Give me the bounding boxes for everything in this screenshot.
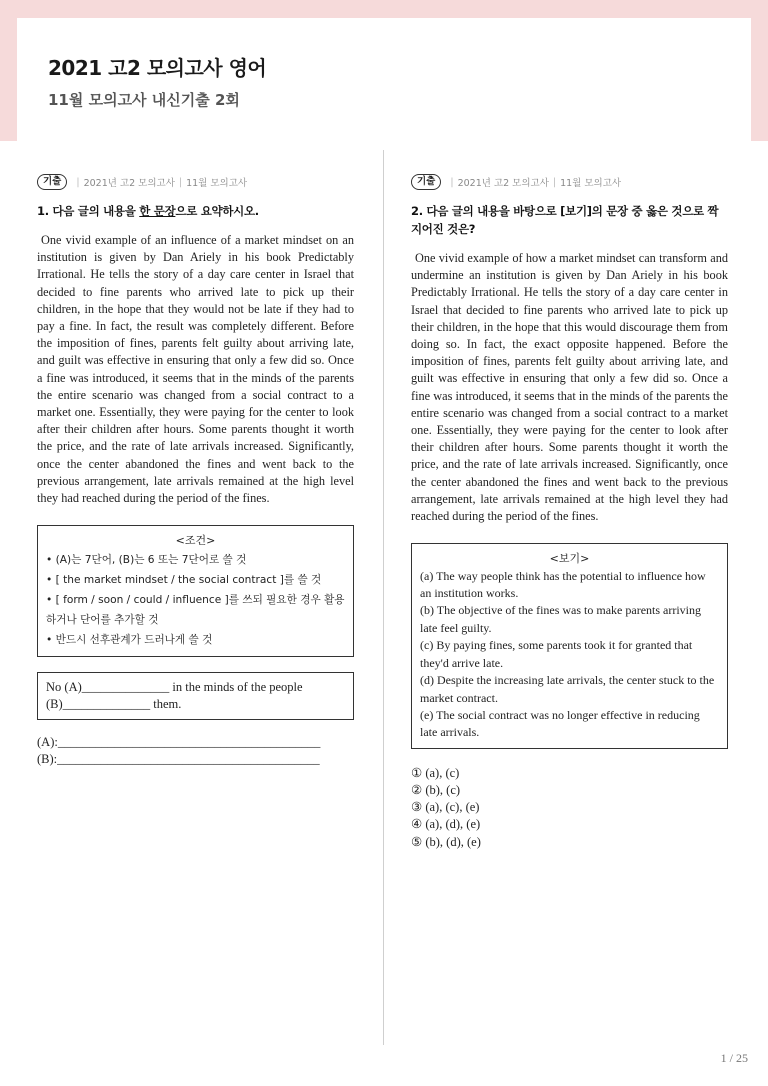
q2-choice[interactable]: ① (a), (c): [411, 765, 460, 780]
page-subtitle: 11월 모의고사 내신기출 2회: [48, 91, 240, 109]
q1-passage: One vivid example of an influence of a market mindset on an institution is given by Dan Ariely in his book Predictably Irrational. He tells the story of a day care center in Israel that decided to fine parents who arrived late to pick up their children, in the hope that they would not be late if they had to pay a fine. In fact, the result was completely different. Before the imposition of fines, parents felt guilty about arriving late, and guilt was effective in ensuring that only a few did so. Once a fine was introduced, it seems that in the minds of the parents the entire scenario was changed from a social contract to a market one. Essentially, they were paying for the center to look after their children after hours. Some parents thought it worth the price, and the rate of late arrivals increased. Significantly, once the center abandoned the fines and went back to the previous arrangement, late arrivals remained at the high level they had reached during the period of the fines.: [37, 233, 354, 506]
q2-title: 2. 다음 글의 내용을 바탕으로 [보기]의 문장 중 옳은 것으로 짝지어진 것은?: [411, 204, 719, 236]
page-number: 1 / 25: [720, 1051, 748, 1065]
page-title: 2021 고2 모의고사 영어: [48, 56, 267, 80]
q1-condition: • [ form / soon / could / influence ]를 쓰되 필요한 경우 활용하거나 단어를 추가할 것: [46, 593, 345, 626]
question-1: [37, 174, 354, 768]
q2-tagline: 기출 | 2021년 고2 모의고사 | 11월 모의고사: [411, 174, 728, 190]
q1-condition: • [ the market mindset / the social contract ]를 쓸 것: [46, 573, 322, 586]
q2-choice[interactable]: ③ (a), (c), (e): [411, 800, 480, 815]
q2-passage: One vivid example of how a market mindset can transform and undermine an institution is given by Dan Ariely in his book Predictably Irrational. He tells the story of a day care center in Israel that decided to fine parents who arrived late to pick up their children, in the hope that this would discourage them from doing so. In fact, the exact opposite happened. Before the imposition of fines, parents felt guilty about arriving late, and guilt was effective in ensuring that only a few did so. Once a fine was introduced, it seems that in the minds of the parents the entire scenario was changed from a social contract to a market one. Essentially, they were paying for the center to look after their children after hours. Some parents thought it worth the price, and the rate of late arrivals increased. Significantly, once the center abandoned the fines and went back to the previous arrangement, late arrivals remained at the high level they had reached during the period of the fines.: [411, 251, 728, 524]
q1-meta-exam: 11월 모의고사: [186, 178, 248, 189]
q2-example-box: [411, 543, 728, 748]
q2-example-item: (a) The way people think has the potential to influence how an institution works.: [420, 568, 706, 601]
q1-summary-line: (B)______________ them.: [46, 696, 182, 711]
q1-summary-line: No (A)______________ in the minds of the people: [46, 679, 303, 694]
q1-answer-a: (A):__________________________________________: [37, 734, 321, 749]
q1-tagline: 기출 | 2021년 고2 모의고사 | 11월 모의고사: [37, 174, 354, 190]
q2-choices: [411, 765, 728, 851]
q1-summary-box: [37, 672, 354, 720]
q1-condition: • (A)는 7단어, (B)는 6 또는 7단어로 쓸 것: [46, 553, 247, 566]
q1-answer-b: (B):__________________________________________: [37, 751, 320, 766]
q2-example-item: (e) The social contract was no longer effective in reducing late arrivals.: [420, 707, 700, 740]
q1-tag-badge: 기출: [37, 174, 67, 190]
q2-meta-exam: 11월 모의고사: [560, 178, 622, 189]
q1-meta-year: 2021년 고2 모의고사: [83, 178, 175, 189]
q2-example-item: (d) Despite the increasing late arrivals, the center stuck to the market contract.: [420, 673, 715, 705]
question-2: [411, 174, 728, 851]
column-divider: [383, 150, 384, 1045]
q1-answer-lines: [37, 734, 354, 768]
q2-tag-badge: 기출: [411, 174, 441, 190]
q2-example-title: <보기>: [549, 552, 590, 566]
q1-condition: • 반드시 선후관계가 드러나게 쓸 것: [46, 633, 213, 646]
q2-example-item: (b) The objective of the fines was to make parents arriving late feel guilty.: [420, 603, 702, 635]
q2-choice[interactable]: ④ (a), (d), (e): [411, 817, 481, 832]
q2-example-item: (c) By paying fines, some parents took it for granted that they'd arrive late.: [420, 638, 693, 670]
q2-choice[interactable]: ⑤ (b), (d), (e): [411, 834, 481, 849]
q1-conditions-box: [37, 525, 354, 656]
q2-meta-year: 2021년 고2 모의고사: [457, 178, 549, 189]
q1-conditions-title: <조건>: [175, 534, 216, 548]
q2-choice[interactable]: ② (b), (c): [411, 782, 461, 797]
q1-title: 1. 다음 글의 내용을 한 문장으로 요약하시오.: [37, 204, 259, 218]
